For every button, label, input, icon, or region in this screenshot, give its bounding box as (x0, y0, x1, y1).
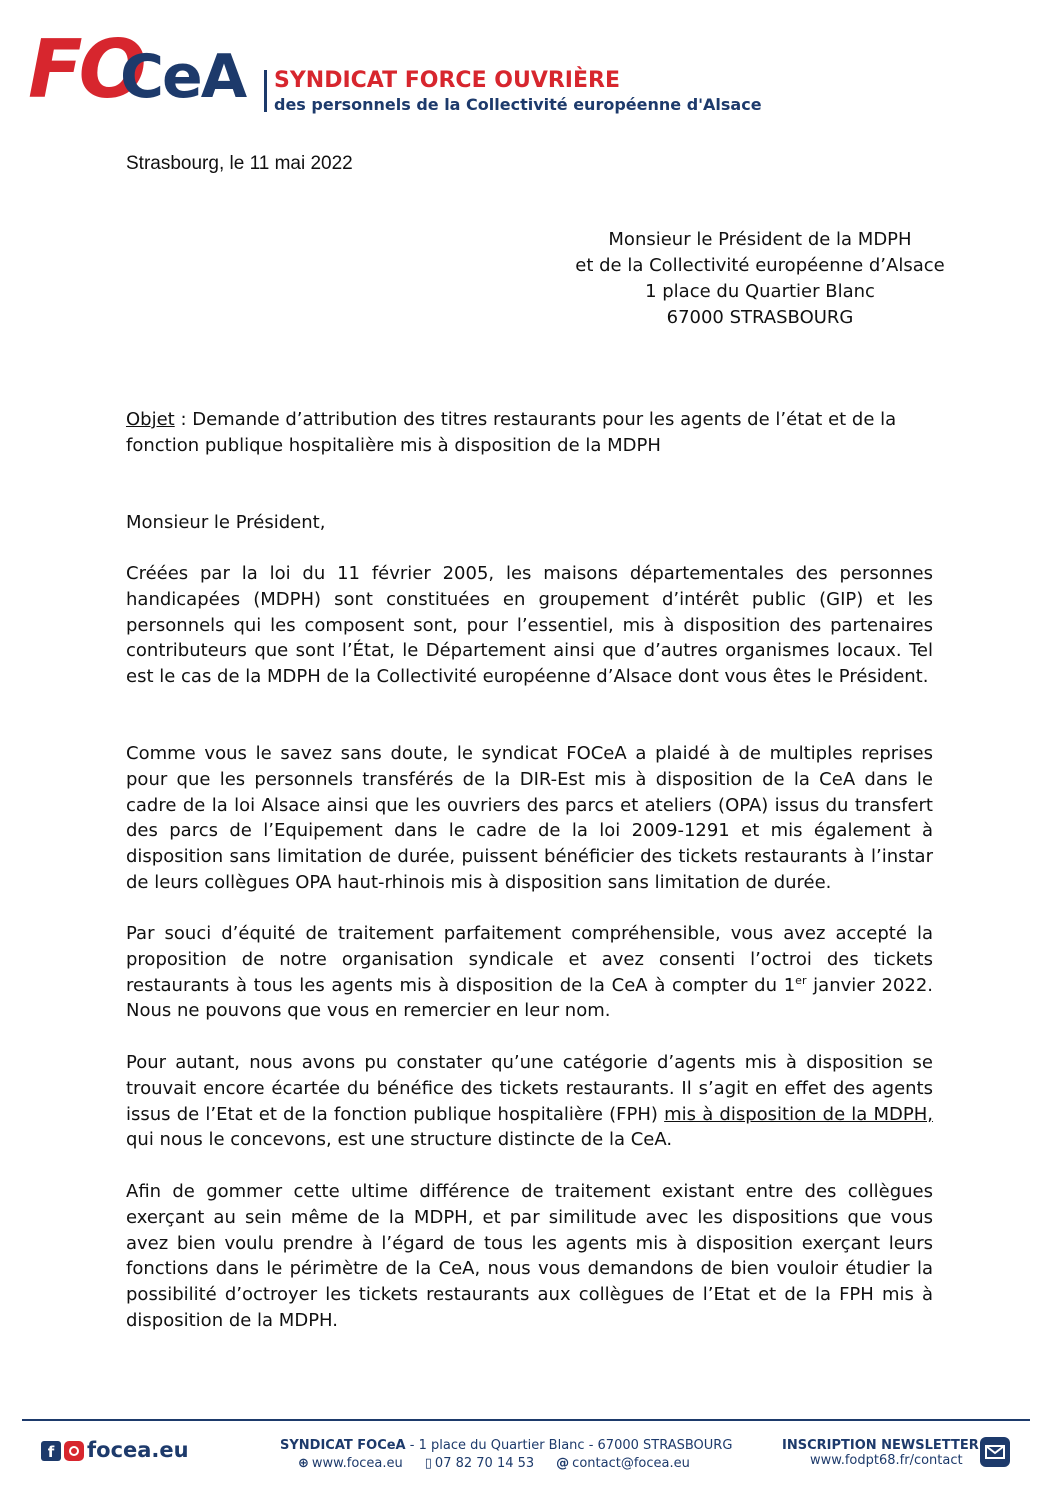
paragraph-4-text: Pour autant, nous avons pu constater qu’une catégorie d’agents mis à disposition se trouvait encore écartée du bénéfice des tickets restaurants. Il s’agit en effet des agents issus de l’Etat et de la fonction publique hospitalière (FPH) (126, 1052, 933, 1125)
subject-label: Objet (126, 409, 175, 430)
instagram-icon[interactable] (64, 1441, 84, 1461)
paragraph-4-underlined: mis à disposition de la MDPH, (664, 1103, 934, 1125)
recipient-block (440, 227, 1058, 331)
mail-icon[interactable] (980, 1437, 1010, 1467)
newsletter-title: INSCRIPTION NEWSLETTER (782, 1438, 979, 1453)
logo-cea: CeA (120, 42, 246, 112)
union-subtitle: des personnels de la Collectivité européenne d'Alsace (274, 95, 762, 114)
paragraph-1: Créées par la loi du 11 février 2005, les maisons départementales des personnes handicapées (MDPH) sont constituées en groupement d’intérêt public (GIP) et les personnels qui les composent sont, pour l’essentiel, mis à disposition des partenaires contributeurs que sont l’État, le Département ainsi que d’autres organismes locaux. Tel est le cas de la MDPH de la Collectivité européenne d’Alsace dont vous êtes le Président. (126, 563, 933, 688)
footer-org-name: SYNDICAT FOCeA (280, 1438, 406, 1453)
union-title: SYNDICAT FORCE OUVRIÈRE (274, 68, 620, 93)
footer-email[interactable] (556, 1455, 690, 1472)
recipient-line: Monsieur le Président de la MDPH (608, 229, 912, 250)
footer-phone[interactable] (425, 1455, 534, 1472)
footer-site-link[interactable]: focea.eu (87, 1438, 189, 1462)
paragraph-3 (126, 921, 933, 1024)
recipient-line: et de la Collectivité européenne d’Alsace (575, 255, 945, 276)
ordinal-suffix: er (795, 973, 807, 987)
paragraph-2: Comme vous le savez sans doute, le syndicat FOCeA a plaidé à de multiples reprises pour que les personnels transférés de la DIR-Est mis à disposition de la CeA dans le cadre de la loi Alsace ainsi que les ouvriers des parcs et ateliers (OPA) issus du transfert des parcs de l’Equipement dans le cadre de la loi 2009-1291 et mis également à disposition sans limitation de durée, puissent bénéficier des tickets restaurants à l’instar de leurs collègues OPA haut-rhinois mis à disposition sans limitation de durée. (126, 743, 933, 893)
logo-fo: FO (28, 23, 143, 116)
recipient-line: 67000 STRASBOURG (666, 307, 854, 328)
paragraph-5: Afin de gommer cette ultime différence de traitement existant entre des collègues exerçant au sein même de la MDPH, et par similitude avec les dispositions que vous avez bien voulu prendre à l’égard de tous les agents mis à disposition exerçant leurs fonctions dans le périmètre de la CeA, nous vous demandons de bien vouloir étudier la possibilité d’octroyer les tickets restaurants aux collègues de l’Etat et de la FPH mis à disposition de la MDPH. (126, 1181, 933, 1331)
newsletter-link[interactable]: www.fodpt68.fr/contact (810, 1453, 963, 1468)
footer-org-address: - 1 place du Quartier Blanc - 67000 STRASBOURG (405, 1438, 733, 1453)
footer-web-link[interactable]: www.focea.eu (311, 1456, 403, 1471)
paragraph-3-text-end: janvier 2022. Nous ne pouvons que vous en remercier en leur nom. (126, 974, 933, 1022)
subject-line (126, 407, 934, 459)
logo-divider (264, 70, 267, 112)
footer-address (280, 1437, 732, 1454)
letter-date: Strasbourg, le 11 mai 2022 (126, 153, 353, 174)
facebook-icon[interactable]: f (41, 1441, 61, 1461)
paragraph-4 (126, 1050, 933, 1153)
at-icon: @ (556, 1456, 570, 1471)
footer-email-link[interactable]: contact@focea.eu (572, 1456, 690, 1471)
footer-web[interactable] (298, 1455, 403, 1472)
phone-icon: ▯ (424, 1456, 432, 1471)
footer-divider (22, 1419, 1030, 1421)
paragraph-3-text: Par souci d’équité de traitement parfaitement compréhensible, vous avez accepté la proposition de notre organisation syndicale et avez consenti l’octroi des tickets restaurants à tous les agents mis à disposition de la CeA à compter du 1 (126, 923, 933, 996)
recipient-line: 1 place du Quartier Blanc (645, 281, 875, 302)
footer-contacts (298, 1455, 690, 1472)
globe-icon: ⊕ (298, 1456, 309, 1471)
salutation: Monsieur le Président, (126, 512, 326, 533)
paragraph-4-text-end: qui nous le concevons, est une structure distincte de la CeA. (126, 1129, 673, 1151)
footer-phone-number[interactable]: 07 82 70 14 53 (434, 1456, 535, 1471)
subject-text: : Demande d’attribution des titres restaurants pour les agents de l’état et de la fonction publique hospitalière mis à disposition de la MDPH (126, 409, 897, 456)
envelope-icon (980, 1437, 1010, 1467)
